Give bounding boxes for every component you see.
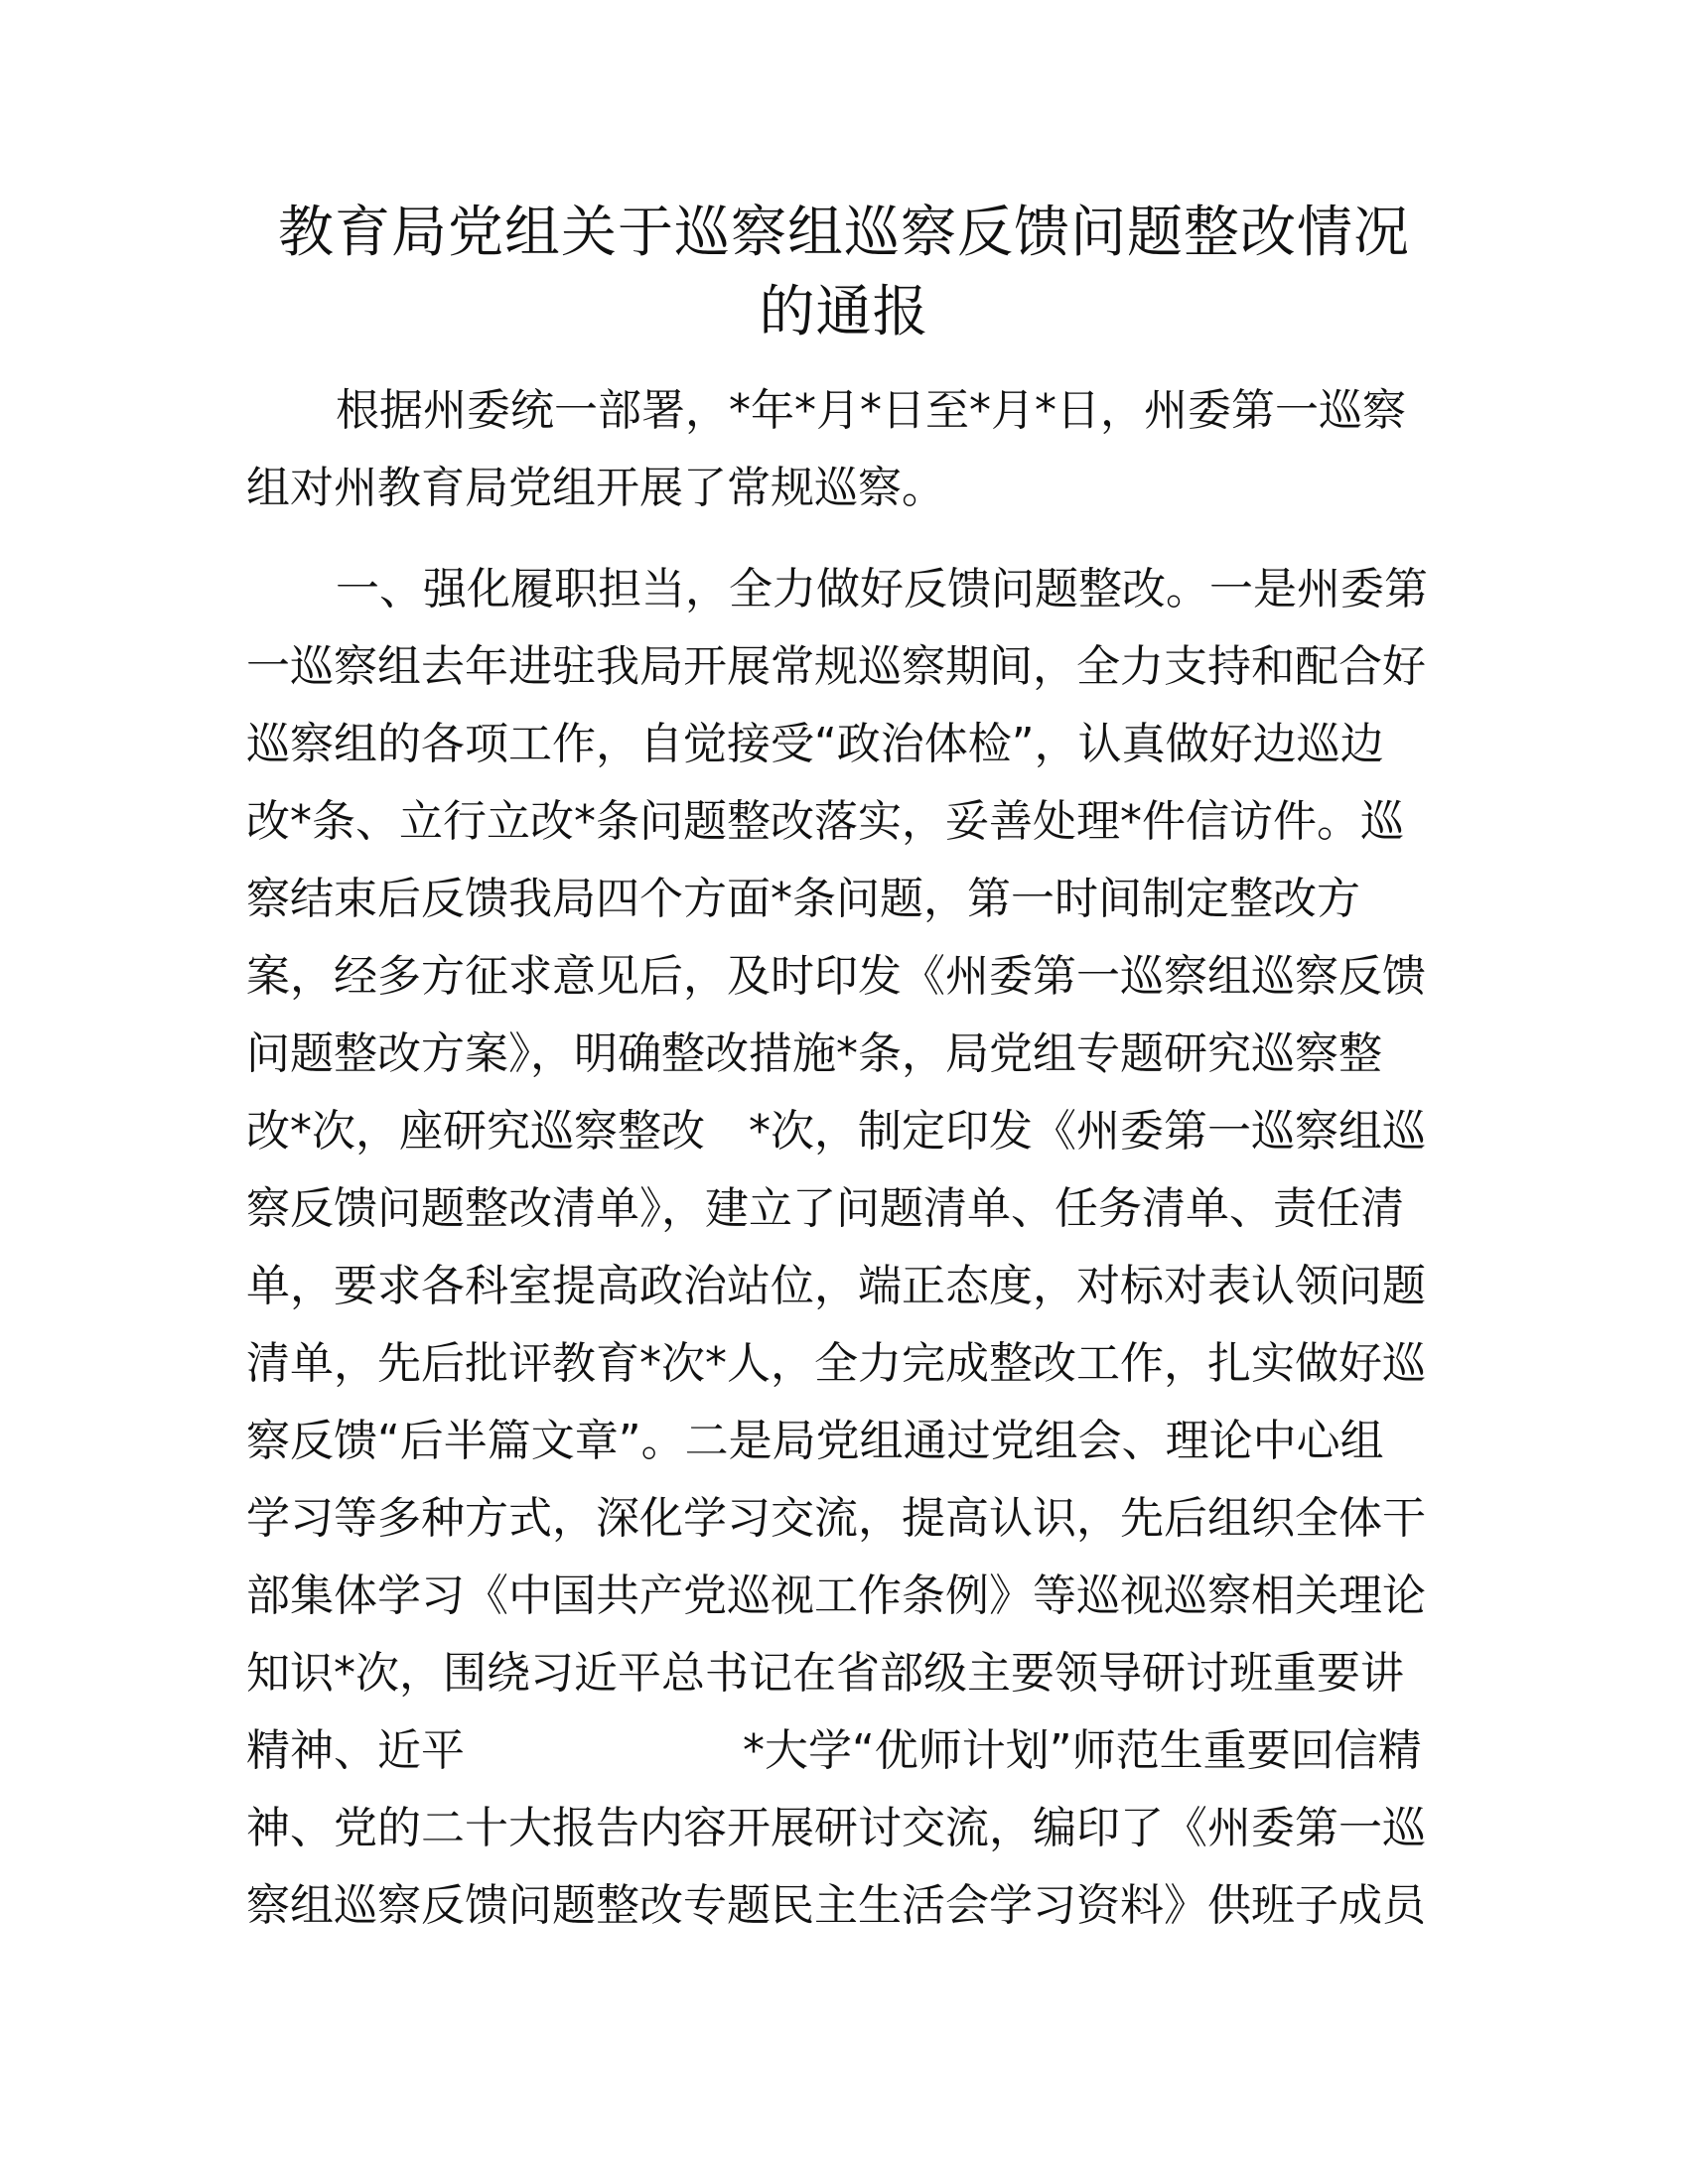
text-line: 部集体学习《中国共产党巡视工作条例》等巡视巡察相关理论 [246,1570,1426,1621]
text-line: 一、强化履职担当，全力做好反馈问题整改。一是州委第 [336,564,1428,614]
text-line: 根据州委统一部署，*年*月*日至*月*日，州委第一巡察 [336,385,1406,436]
text-fragment: *次，制定印发《州委第一巡察组巡 [749,1106,1426,1157]
title-line-1: 教育局党组关于巡察组巡察反馈问题整改情况 [278,201,1410,265]
text-line [246,1712,1438,1790]
text-line: 神、党的二十大报告内容开展研讨交流，编印了《州委第一巡 [246,1803,1426,1853]
text-fragment: 改*次，座研究巡察整改 [246,1106,705,1157]
text-line: 察组巡察反馈问题整改专题民主生活会学习资料》供班子成员 [246,1880,1426,1931]
text-line: 单，要求各科室提高政治站位，端正态度，对标对表认领问题 [246,1261,1426,1311]
text-fragment: *大学“优师计划”师范生重要回信精 [743,1725,1422,1776]
text-line: 知识*次，围绕习近平总书记在省部级主要领导研讨班重要讲 [246,1648,1404,1699]
text-fragment: 精神、近平 [246,1725,465,1776]
text-line: 改*条、立行立改*条问题整改落实，妥善处理*件信访件。巡 [246,796,1404,847]
text-line: 组对州教育局党组开展了常规巡察。 [246,463,945,513]
text-line: 问题整改方案》，明确整改措施*条，局党组专题研究巡察整 [246,1028,1382,1079]
text-line: 察反馈问题整改清单》，建立了问题清单、任务清单、责任清 [246,1183,1404,1234]
text-line [246,1093,1438,1170]
text-line: 清单，先后批评教育*次*人，全力完成整改工作，扎实做好巡 [246,1338,1426,1389]
text-line: 巡察组的各项工作，自觉接受“政治体检”，认真做好边巡边 [246,719,1384,769]
text-line: 学习等多种方式，深化学习交流，提高认识，先后组织全体干 [246,1493,1426,1544]
text-line: 察反馈“后半篇文章”。二是局党组通过党组会、理论中心组 [246,1416,1384,1466]
text-line: 察结束后反馈我局四个方面*条问题，第一时间制定整改方 [246,874,1360,924]
text-line: 案，经多方征求意见后，及时印发《州委第一巡察组巡察反馈 [246,951,1426,1002]
title-line-2: 的通报 [759,280,929,344]
text-line: 一巡察组去年进驻我局开展常规巡察期间，全力支持和配合好 [246,641,1426,692]
document-title [228,194,1460,352]
